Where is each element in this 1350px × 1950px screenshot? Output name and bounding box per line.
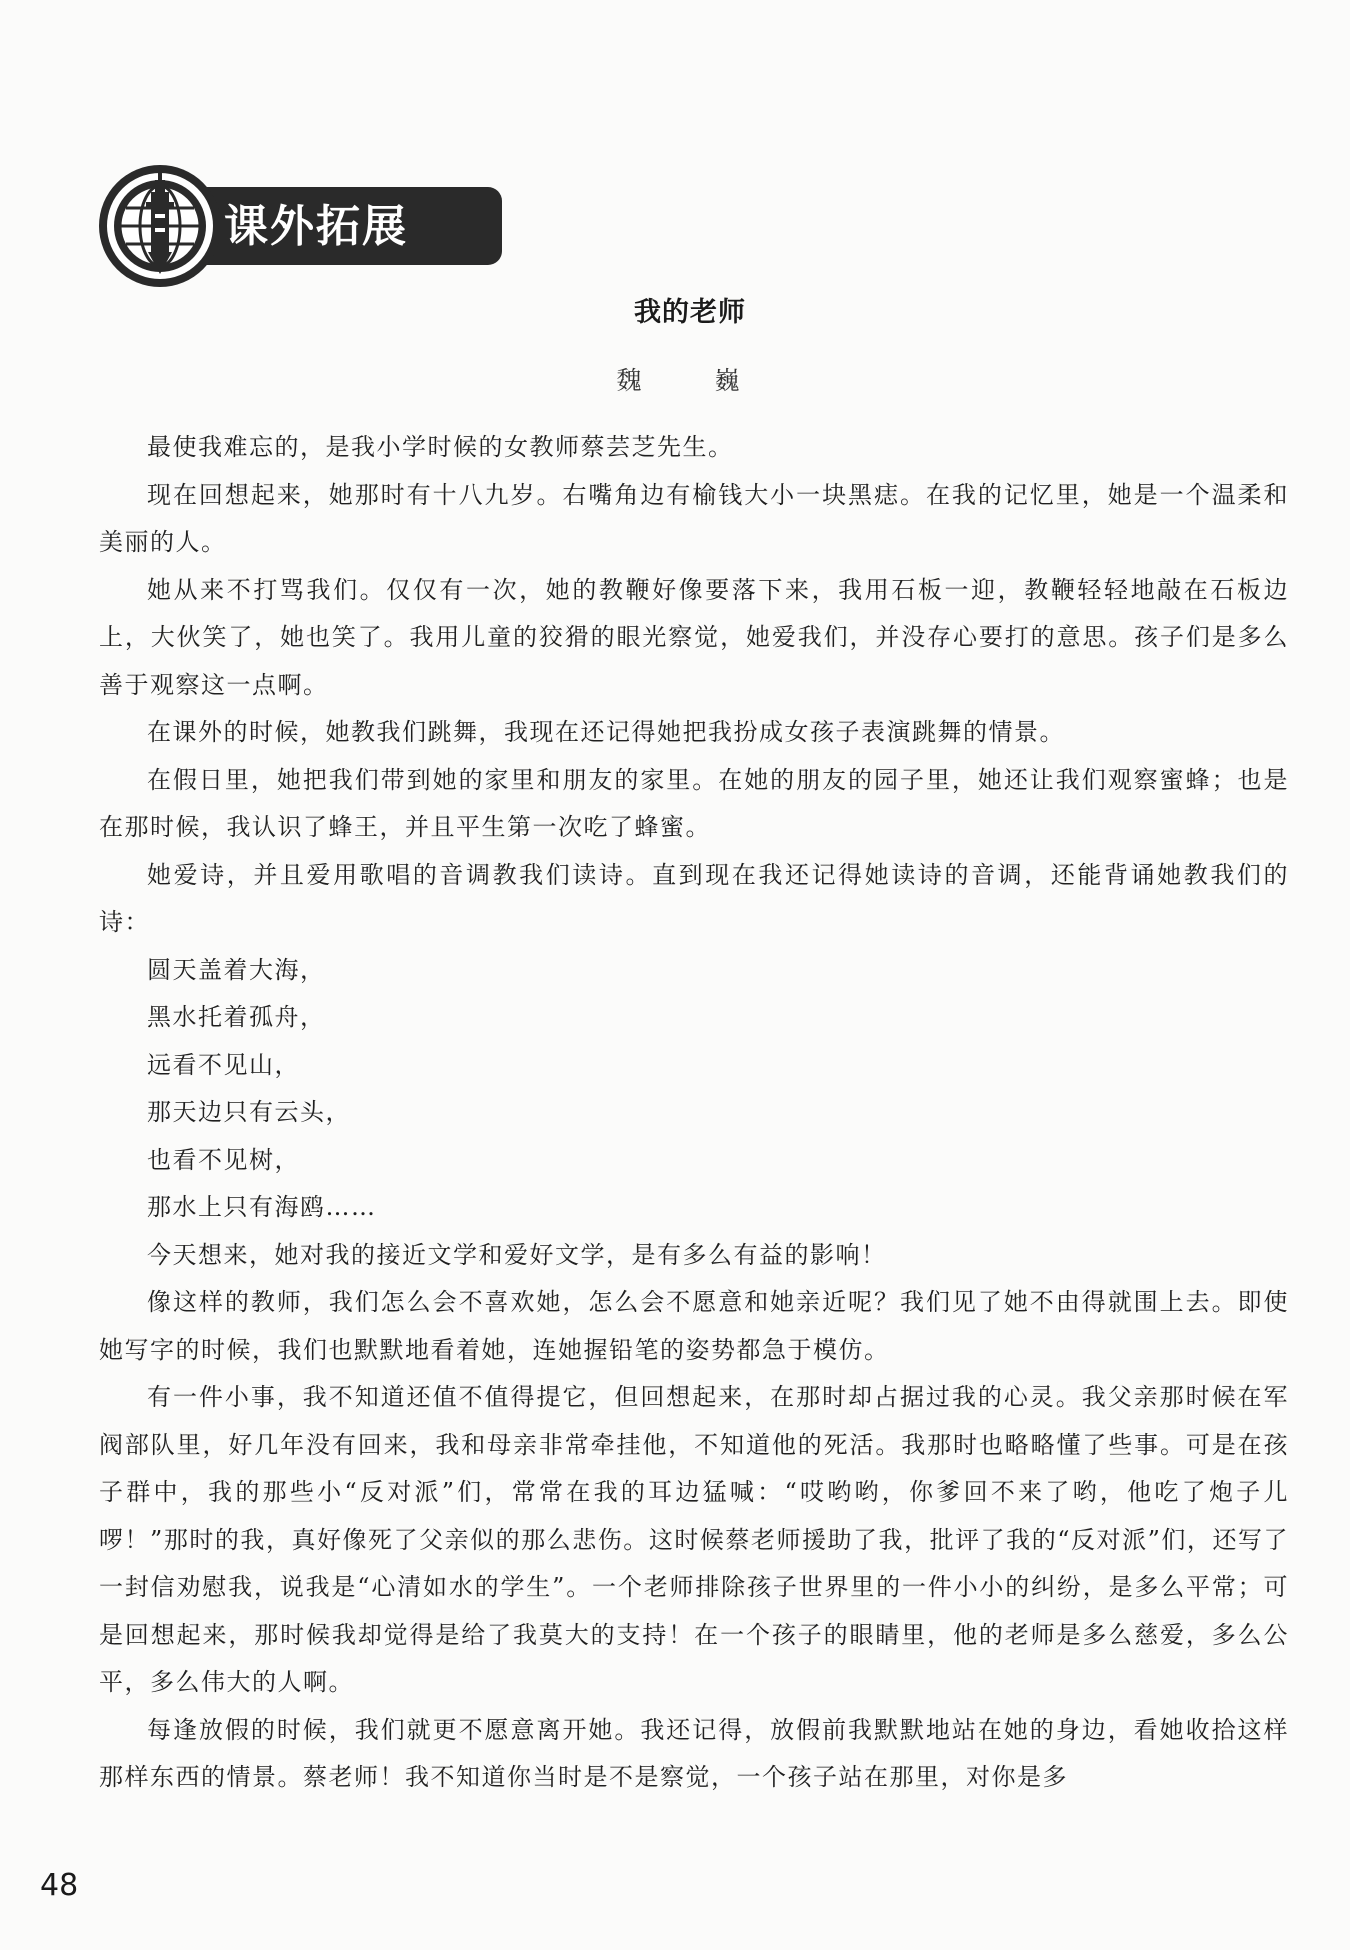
paragraph: 她从来不打骂我们。仅仅有一次，她的教鞭好像要落下来，我用石板一迎，教鞭轻轻地敲在石板边上，大伙笑了，她也笑了。我用儿童的狡猾的眼光察觉，她爱我们，并没存心要打的意思。孩子们是多么善于观察这一点啊。 bbox=[99, 575, 1289, 699]
paragraph: 像这样的教师，我们怎么会不喜欢她，怎么会不愿意和她亲近呢？我们见了她不由得就围上去。即使她写字的时候，我们也默默地看着她，连她握铅笔的姿势都急于模仿。 bbox=[99, 1288, 1289, 1364]
poem-line: 那水上只有海鸥…… bbox=[147, 1193, 377, 1221]
poem-line: 黑水托着孤舟， bbox=[147, 1003, 326, 1031]
article-title: 我的老师 bbox=[634, 297, 746, 328]
poem-line: 圆天盖着大海， bbox=[147, 955, 326, 984]
article-body bbox=[99, 424, 1289, 1802]
paragraph: 在课外的时候，她教我们跳舞，我现在还记得她把我扮成女孩子表演跳舞的情景。 bbox=[147, 718, 1065, 746]
section-label: 课外拓展 bbox=[224, 201, 408, 252]
page-number: 48 bbox=[40, 1868, 79, 1903]
paragraph: 每逢放假的时候，我们就更不愿意离开她。我还记得，放假前我默默地站在她的身边，看她收拾这样那样东西的情景。蔡老师！我不知道你当时是不是察觉，一个孩子站在那里，对你是多 bbox=[99, 1715, 1289, 1791]
paragraph: 现在回想起来，她那时有十八九岁。右嘴角边有榆钱大小一块黑痣。在我的记忆里，她是一个温柔和美丽的人。 bbox=[99, 480, 1289, 556]
poem-line: 也看不见树， bbox=[147, 1145, 300, 1174]
paragraph: 她爱诗，并且爱用歌唱的音调教我们读诗。直到现在我还记得她读诗的音调，还能背诵她教我们的诗： bbox=[99, 860, 1289, 936]
globe-tower-icon bbox=[96, 162, 224, 290]
paragraph: 在假日里，她把我们带到她的家里和朋友的家里。在她的朋友的园子里，她还让我们观察蜜蜂；也是在那时候，我认识了蜂王，并且平生第一次吃了蜂蜜。 bbox=[99, 765, 1289, 841]
article-author: 魏 巍 bbox=[616, 366, 764, 395]
poem-line: 那天边只有云头， bbox=[147, 1098, 351, 1126]
paragraph: 有一件小事，我不知道还值不值得提它，但回想起来，在那时却占据过我的心灵。我父亲那时候在军阀部队里，好几年没有回来，我和母亲非常牵挂他，不知道他的死活。我那时也略略懂了些事。可是在孩子群中，我的那些小“反对派”们，常常在我的耳边猛喊：“哎哟哟，你爹回不来了哟，他吃了炮子儿啰！”那时的我，真好像死了父亲似的那么悲伤。这时候蔡老师援助了我，批评了我的“反对派”们，还写了一封信劝慰我，说我是“心清如水的学生”。一个老师排除孩子世界里的一件小小的纠纷，是多么平常；可是回想起来，那时候我却觉得是给了我莫大的支持！在一个孩子的眼睛里，他的老师是多么慈爱，多么公平，多么伟大的人啊。 bbox=[99, 1383, 1289, 1696]
paragraph: 最使我难忘的，是我小学时候的女教师蔡芸芝先生。 bbox=[147, 433, 734, 461]
paragraph: 今天想来，她对我的接近文学和爱好文学，是有多么有益的影响！ bbox=[147, 1240, 887, 1269]
section-banner bbox=[96, 162, 416, 292]
poem-line: 远看不见山， bbox=[147, 1050, 300, 1079]
